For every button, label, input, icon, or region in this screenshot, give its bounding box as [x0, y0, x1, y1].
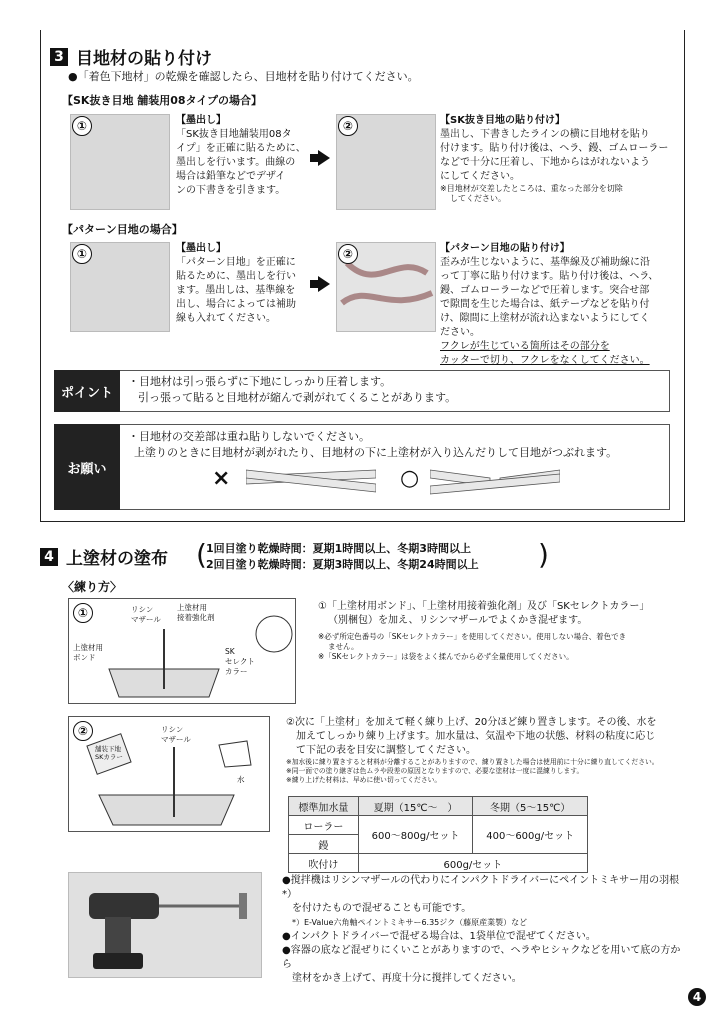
text-line: 場合は鉛筆などでデザイ	[176, 171, 286, 182]
note-line: ※目地材が交差したところは、重なった部分を切除	[440, 184, 623, 193]
text-line: で隙間を生じた場合は、紙テープなどを貼り付	[440, 299, 650, 310]
table-cell: 冬期（5～15℃）	[473, 797, 588, 816]
text-line: って丁寧に貼り付けます。貼り付け後は、ヘラ、	[440, 271, 659, 282]
note-line: ※必ず所定色番号の「SKセレクトカラー」を使用してください。使用しない場合、着色でき	[318, 632, 627, 641]
water-amount-table	[288, 796, 588, 873]
table-cell: 600～800g/セット	[358, 816, 473, 854]
underlined-line: フクレが生じている箇所はその部分を	[440, 341, 610, 352]
case-a-step2-text	[440, 114, 676, 204]
step1-text	[318, 600, 682, 662]
step-title: 【墨出し】	[176, 243, 226, 254]
water-label: 水	[237, 775, 245, 784]
text-line: ①「上塗材用ボンド」、「上塗材用接着強化剤」及び「SKセレクトカラー」	[318, 601, 650, 612]
arrow-icon	[310, 150, 330, 166]
text-line: にしてください。	[440, 171, 520, 182]
text-line: ・目地材の交差部は重ね貼りしないでください。	[128, 430, 370, 443]
paren-left: (	[196, 538, 207, 571]
step-title: 【パターン目地の貼り付け】	[440, 243, 570, 254]
section-title: 上塗材の塗布	[66, 549, 168, 569]
text-line: （別梱包）を加え、リシンマザールでよくかき混ぜます。	[328, 615, 588, 626]
text-line: 加えてしっかり練り上げます。加水量は、気温や下地の状態、材料の粘度に応じ	[296, 731, 656, 742]
text-line: 墨出しを行います。曲線の	[176, 157, 296, 168]
text-line: ださい。	[440, 327, 480, 338]
mixer-label: リシン マザール	[161, 725, 191, 744]
section-4-header	[40, 544, 168, 569]
table-row	[289, 854, 588, 873]
ok-joint-diagram	[430, 466, 560, 496]
text-line: ンの下書きを引きます。	[176, 185, 286, 196]
table-cell: 鏝	[289, 835, 359, 854]
table-cell: 400～600g/セット	[473, 816, 588, 854]
note-line: してください。	[450, 194, 506, 203]
text-line: ・目地材は引っ張らずに下地にしっかり圧着します。	[128, 375, 392, 388]
text-line: 貼るために、墨出しを行い	[176, 271, 296, 282]
step-number: ②	[338, 116, 358, 136]
ng-mark-icon: ×	[212, 466, 231, 491]
text-line: ●撹拌機はリシンマザールの代わりにインパクトドライバーにペイントミキサー用の羽根*）	[282, 875, 680, 900]
text-line: ②次に「上塗材」を加えて軽く練り上げ、20分ほど練り置きします。その後、水を	[286, 717, 657, 728]
note-line: ません。	[328, 642, 359, 651]
step-number: ②	[73, 721, 93, 741]
text-line: 歪みが生じないように、基準線及び補助線に沿	[440, 257, 650, 268]
text-line: ●容器の底など混ぜりにくいことがありますので、ヘラやヒシャクなどを用いて底の方から	[282, 945, 681, 970]
drying-time-2: 2回目塗り乾燥時間：夏期3時間以上、冬期24時間以上	[206, 558, 479, 571]
howto-heading: 〈練り方〉	[62, 580, 123, 594]
bond-label: 上塗材用 ボンド	[73, 643, 103, 662]
note-line: ※加水後に練り置きすると材料が分離することがありますので、練り置きした場合は使用前に十分に練り直してください。	[286, 758, 659, 766]
paren-right: )	[538, 538, 549, 571]
section-3-header	[50, 44, 212, 69]
note-line: *）E-Value六角軸ペイントミキサー6.35ジク（藤原産業製）など	[292, 918, 528, 927]
text-line: ます。墨出しは、基準線を	[176, 285, 296, 296]
request-text	[128, 429, 663, 461]
case-a-heading: 【SK抜き目地 舗装用08タイプの場合】	[62, 94, 263, 107]
color-label: SK セレクト カラー	[225, 647, 255, 676]
text-line: などで十分に圧着し、下地からはがれないよう	[440, 157, 650, 168]
text-line: 引っ張って貼ると目地材が縮んで剥がれてくることがあります。	[138, 391, 457, 404]
text-line: 鏝、ゴムローラーなどで圧着します。突合せ部	[440, 285, 650, 296]
drying-times	[206, 541, 479, 573]
note-line: ※同一面での塗り継ぎは色ムラや段差の原因となりますので、必要な塗材は一度に混練りします。	[286, 767, 584, 775]
text-line: 出し、場合によっては補助	[176, 299, 296, 310]
text-line: を付けたもので混ぜることも可能です。	[292, 903, 472, 914]
section-title: 目地材の貼り付け	[76, 49, 212, 69]
point-text	[128, 374, 456, 406]
note-line: ※「SKセレクトカラー」は袋をよく揉んでから必ず全量使用してください。	[318, 652, 574, 661]
text-line: 付けます。貼り付け後は、ヘラ、鏝、ゴムローラー	[440, 143, 669, 154]
table-cell: 600g/セット	[358, 854, 587, 873]
arrow-icon	[310, 276, 330, 292]
text-line: 上塗りのときに目地材が剥がれたり、目地材の下に上塗材が入り込んだりして目地がつぶれます。	[134, 446, 618, 459]
text-line: 線も入れてください。	[176, 313, 276, 324]
request-label: お願い	[54, 424, 120, 510]
note-line: ※練り上げた材料は、早めに使い切ってください。	[286, 776, 442, 784]
table-cell: ローラー	[289, 816, 359, 835]
case-b-step1-text	[176, 242, 306, 326]
tips-text	[282, 874, 686, 986]
table-cell: 標準加水量	[289, 797, 359, 816]
step-number: ①	[73, 603, 93, 623]
section-intro: ●「着色下地材」の乾燥を確認したら、目地材を貼り付けてください。	[68, 70, 419, 83]
drill-photo	[68, 872, 262, 978]
section-number: 3	[50, 48, 68, 66]
ok-mark-icon: ○	[400, 466, 420, 491]
case-b-heading: 【パターン目地の場合】	[62, 223, 183, 236]
text-line: け、隙間に上塗材が流れ込まないようにしてく	[440, 313, 650, 324]
impact-driver-icon	[69, 873, 261, 977]
case-b-step2-text	[440, 242, 676, 368]
text-line: 「パターン目地」を正確に	[176, 257, 296, 268]
mixing-figure-1	[68, 598, 296, 704]
step-title: 【SK抜き目地の貼り付け】	[440, 115, 565, 126]
drying-time-1: 1回目塗り乾燥時間：夏期1時間以上、冬期3時間以上	[206, 542, 471, 555]
additive-label: 上塗材用 接着強化剤	[177, 603, 215, 622]
mixing-figure-2	[68, 716, 270, 832]
step-number: ②	[338, 244, 358, 264]
table-row	[289, 816, 588, 835]
bag-label: 舗装下地 SKカラー	[95, 745, 123, 761]
step-number: ①	[72, 244, 92, 264]
text-line: イプ」を正確に貼るために、	[176, 143, 306, 154]
text-line: て下記の表を目安に調整してください。	[296, 745, 476, 756]
table-cell: 吹付け	[289, 854, 359, 873]
ng-joint-diagram	[246, 466, 376, 496]
section-number: 4	[40, 548, 58, 566]
page-number: 4	[688, 988, 706, 1006]
text-line: ●インパクトドライバーで混ぜる場合は、1袋単位で混ぜてください。	[282, 931, 596, 942]
underlined-line: カッターで切り、フクレをなくしてください。	[440, 355, 650, 366]
step-title: 【墨出し】	[176, 115, 226, 126]
point-label: ポイント	[54, 370, 120, 412]
text-line: 「SK抜き目地舗装用08タ	[176, 129, 292, 140]
text-line: 塗材をかき上げて、再度十分に撹拌してください。	[292, 973, 522, 984]
text-line: 墨出し、下書きしたラインの横に目地材を貼り	[440, 129, 650, 140]
table-cell: 夏期（15℃～ ）	[358, 797, 473, 816]
case-a-step1-text	[176, 114, 306, 198]
mixer-label: リシン マザール	[131, 605, 161, 624]
table-row	[289, 797, 588, 816]
step2-text	[286, 716, 684, 785]
step-number: ①	[72, 116, 92, 136]
